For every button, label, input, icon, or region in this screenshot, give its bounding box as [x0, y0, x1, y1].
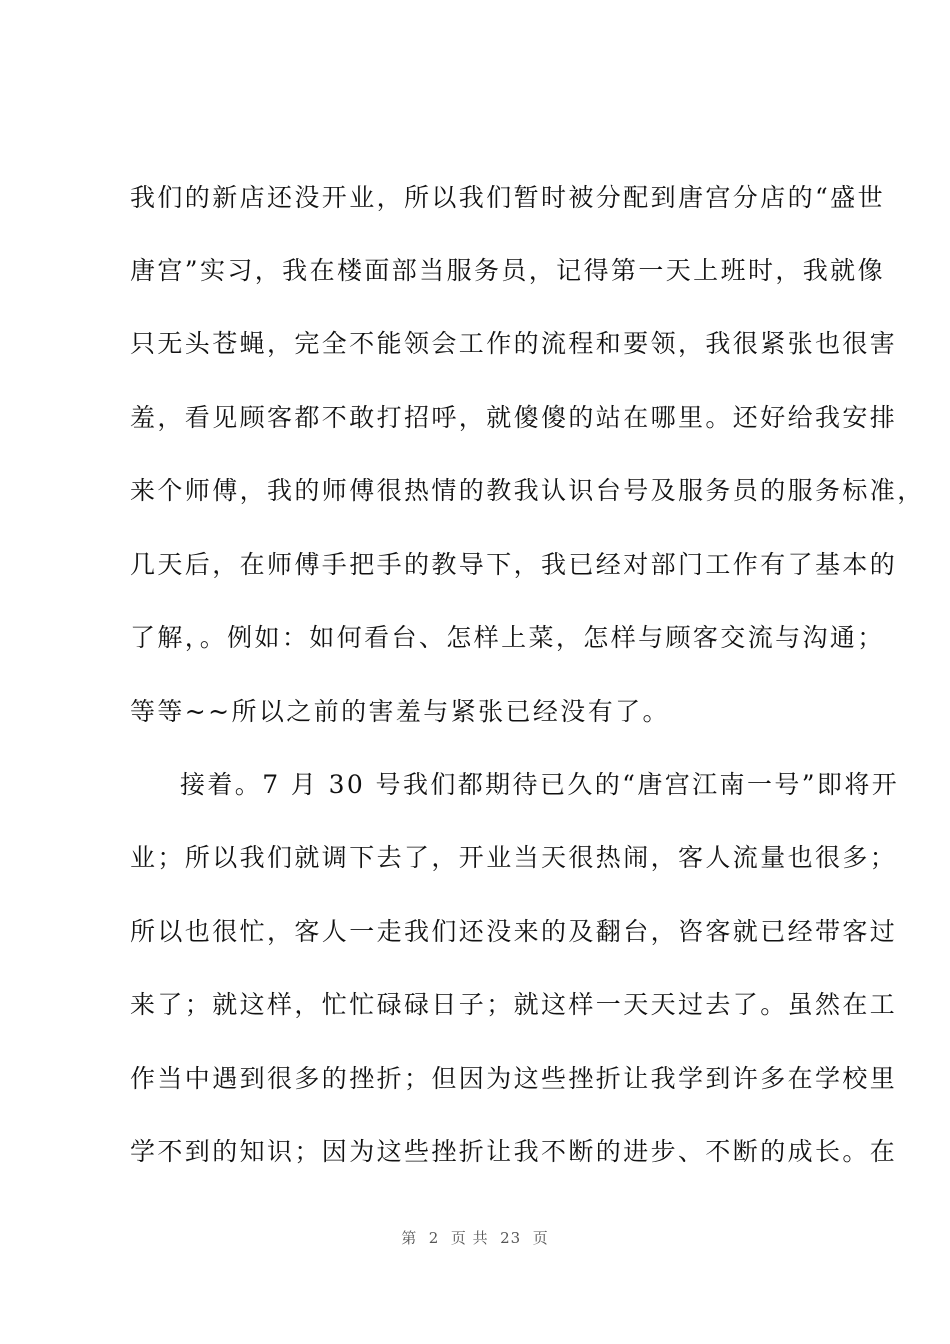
text-line: 我们的新店还没开业，所以我们暂时被分配到唐宫分店的“盛世	[130, 183, 885, 212]
text-line: 来了；就这样，忙忙碌碌日子；就这样一天天过去了。虽然在工	[130, 990, 898, 1019]
text-line: 业；所以我们就调下去了，开业当天很热闹，客人流量也很多；	[130, 843, 898, 872]
text-line: 羞，看见顾客都不敢打招呼，就傻傻的站在哪里。还好给我安排	[130, 403, 898, 432]
page-number-footer: 第 2 页 共 23 页	[401, 1229, 549, 1247]
text-line: 几天后，在师傅手把手的教导下，我已经对部门工作有了基本的	[130, 550, 898, 579]
text-line: 来个师傅，我的师傅很热情的教我认识台号及服务员的服务标准，	[130, 476, 925, 505]
text-line: 等等~~所以之前的害羞与紧张已经没有了。	[130, 697, 670, 726]
text-line: 唐宫”实习，我在楼面部当服务员，记得第一天上班时，我就像	[130, 256, 885, 285]
text-line: 学不到的知识；因为这些挫折让我不断的进步、不断的成长。在	[130, 1137, 898, 1166]
text-line: 作当中遇到很多的挫折；但因为这些挫折让我学到许多在学校里	[130, 1064, 898, 1093]
text-line: 所以也很忙，客人一走我们还没来的及翻台，咨客就已经带客过	[130, 917, 898, 946]
paragraph-first-line: 接着。7 月 30 号我们都期待已久的“唐宫江南一号”即将开	[180, 770, 900, 799]
text-line: 只无头苍蝇，完全不能领会工作的流程和要领，我很紧张也很害	[130, 329, 898, 358]
text-line: 了解，。例如：如何看台、怎样上菜，怎样与顾客交流与沟通；	[130, 623, 885, 652]
